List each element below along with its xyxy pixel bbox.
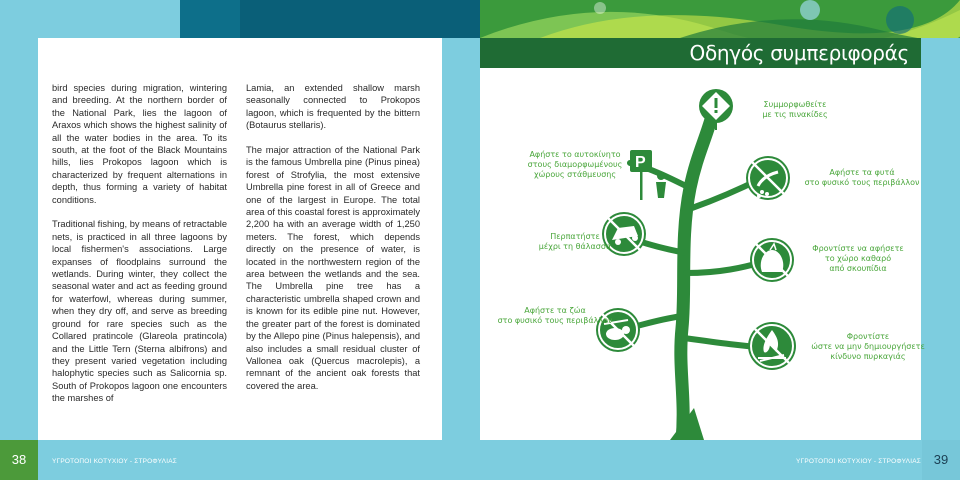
no-picking-plants-icon — [746, 156, 790, 200]
paragraph: Traditional fishing, by means of retractable nets, is practiced in all three lagoons by local fishermen's associations. Large expanses of floodplains surround the wetlands. During winter, they collect the seasonal water and act as feeding ground for waterfowl, whereas during summer, when they dry off, and serve as breeding ground for rare species such as the Collared pratincole (Glareola pratincola) and the Little Tern (Sterna albifrons) and they present varied vegetation including halophytic species such as Salicornia sp. South of Prokopos lagoon one encounters the marshes of — [52, 219, 227, 404]
label-litter — [796, 244, 920, 274]
page-number-right: 39 — [922, 440, 960, 480]
svg-text:P: P — [635, 154, 646, 171]
footer-title-right: ΥΓΡΟΤΟΠΟΙ ΚΟΤΥΧΙΟΥ - ΣΤΡΟΦΥΛΙΑΣ — [796, 458, 921, 465]
label-text: Φροντίστε να αφήσετε το χώρο καθαρό από σκουπίδια — [812, 244, 904, 273]
top-band-right-decoration — [480, 0, 960, 38]
footer-title-left: ΥΓΡΟΤΟΠΟΙ ΚΟΤΥΧΙΟΥ - ΣΤΡΟΦΥΛΙΑΣ — [52, 458, 177, 465]
top-band-left — [0, 0, 480, 38]
no-litter-icon — [750, 238, 794, 282]
label-text: Αφήστε τα ζώα στο φυσικό τους περιβάλλον — [497, 306, 613, 325]
label-plants — [800, 168, 924, 188]
label-animals — [490, 306, 620, 326]
label-parking — [520, 150, 630, 180]
label-text: Φροντίστε ώστε να μην δημιουργήσετε κίνδυνο πυρκαγιάς — [811, 332, 925, 361]
page-title: Οδηγός συμπεριφοράς — [689, 41, 909, 65]
footer-right — [480, 440, 960, 480]
page-number-left: 38 — [0, 440, 38, 480]
label-signs — [735, 100, 855, 120]
label-text: Αφήστε τα φυτά στο φυσικό τους περιβάλλον — [804, 168, 920, 187]
label-text: Αφήστε το αυτοκίνητο στους διαμορφωμένους χώρους στάθμευσης — [527, 150, 623, 179]
title-bar — [480, 38, 921, 68]
label-text: Περπατήστε μέχρι τη θάλασσα — [538, 232, 612, 251]
paragraph: bird species during migration, wintering and breeding. At the northern border of the National Park, lies the lagoon of Araxos which shows the highest salinity of all the water bodies in the area. To its south, at the foot of the Black Mountains hills, lies Prokopos lagoon which is characterized by frequent alternations in depth, thus forming a variety of habitat conditions. — [52, 83, 227, 205]
paragraph: The major attraction of the National Park is the famous Umbrella pine (Pinus pinea) forest of Strofylia, the most extensive Umbrella pine forest in all of Greece and one of the largest in Europe. The total area of this coastal forest is approximately 2,200 ha with an average width of 1,250 meters. The forest, which depends directly on the presence of water, is located in the northwestern region of the area between the wetlands and the sea. The Umbrella pine tree has a characteristic umbrella shaped crown and is known for its edible pine nut. However, the greater part of the forest is dominated by the Allepo pine (Pinus halepensis), and also includes a small residual cluster of Vallonea oak (Quercus macrolepis), a remnant of the ancient oak forests that covered the area. — [246, 145, 420, 391]
top-band-darker — [240, 0, 480, 38]
parking-sign-icon — [630, 150, 666, 200]
label-walk — [520, 232, 630, 252]
no-fire-icon — [748, 322, 796, 370]
label-fire — [808, 332, 928, 362]
label-text: Συμμορφωθείτε με τις πινακίδες — [762, 100, 828, 119]
left-text-column-1 — [52, 82, 227, 417]
left-text-column-2 — [246, 82, 420, 405]
paragraph: Lamia, an extended shallow marsh seasonally connected to Prokopos lagoon, which is frequented by the bittern (Botaurus stellaris). — [246, 83, 420, 131]
footer-left — [0, 440, 480, 480]
